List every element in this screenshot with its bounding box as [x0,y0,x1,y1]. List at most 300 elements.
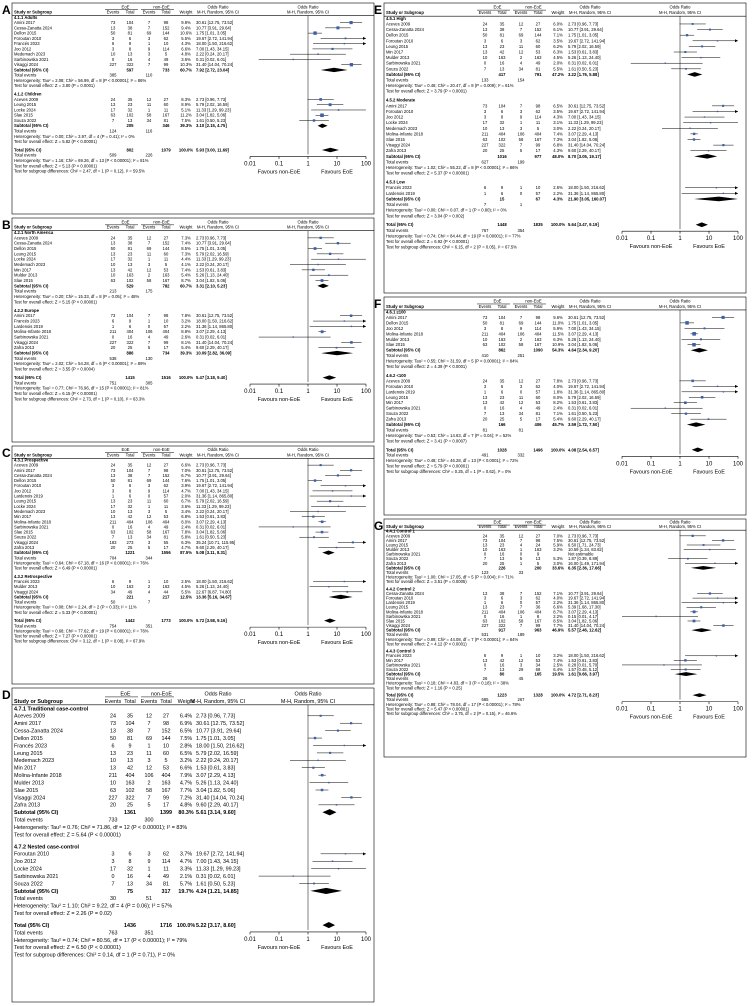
total-events-label: Total events [386,202,409,208]
subheader-events: Events [104,698,122,705]
study-name: Foroutan 2010 [14,851,50,858]
study-name: Souza 2022 [386,411,409,417]
non-eoe-events: 4 [147,873,151,880]
study-point [314,479,316,481]
study-ci: 18.00 [1.50, 216.62] [568,185,606,191]
total-events-non-eoe: 81 [518,427,524,433]
study-ci: 2.22 [0.24, 20.17] [196,758,238,765]
eoe-total: 322 [126,62,134,68]
overall-stat: Test for subgroup differences: Chi² = 3.12, df = 1 (P = 0.08), I² = 67.9% [14,638,145,644]
forest-panel-g [374,519,746,757]
overall-stat: Test for overall effect: Z = 5.13 (P < 0.00001) [14,163,97,169]
eoe-total: 6 [500,190,504,196]
total-events-non-eoe: 351 [144,930,154,937]
subgroup-stat: Heterogeneity: Tau² = 0.53; Chi² = 14.63, df = 7 (P = 0.04); I² = 52% [386,433,512,439]
subgroup-stat: Heterogeneity: Tau² = 0.00; Chi² = 0.07, df = 1 (P = 0.80); I² = 0% [386,207,507,213]
eoe-events: 17 [110,107,116,113]
study-point [345,38,347,40]
total-diamond [696,222,708,227]
subtotal-weight: 45.7% [552,422,564,428]
total-events-eoe: 50 [110,599,116,605]
study-point [320,464,322,466]
study-point [717,111,718,112]
eoe-total: 25 [127,802,133,809]
eoe-total: 9 [128,318,132,324]
eoe-total: 32 [127,866,133,873]
header-odds-ratio-plot: Odds Ratio [294,691,322,698]
subtotal-non-eoe-total: 346 [162,123,170,129]
eoe-events: 3 [483,325,487,331]
total-events-eoe: 509 [109,152,117,158]
subheader-ci-plot: M-H, Random, 95% CI [658,524,702,530]
study-name: Mulder 2013 [14,780,44,787]
study-weight: 7.5% [553,537,563,543]
total-events-label: Total events [386,353,409,359]
study-weight: 11.2% [180,112,192,118]
study-name: Slae 2015 [14,787,39,794]
subgroup-stat: Test for overall effect: Z = 4.12 (P < 0.0001) [386,641,467,647]
study-weight: 5.4% [181,345,191,351]
study-name: Sarbinowska 2021 [386,662,421,668]
eoe-total: 23 [499,394,505,400]
panel-frame [384,297,746,515]
study-point [663,664,664,665]
eoe-events: 0 [483,551,487,557]
non-eoe-total: 49 [535,405,541,411]
eoe-events: 17 [110,256,116,262]
subtotal-eoe-total: 529 [126,283,134,289]
non-eoe-total: 404 [534,331,542,337]
non-eoe-total: 163 [534,55,542,61]
study-weight: 9.6% [553,314,563,320]
study-weight: 5.1% [181,107,191,113]
total-events-non-eoe: 116 [145,128,153,134]
non-eoe-events: 3 [519,595,523,601]
subtotal-diamond [322,809,336,815]
study-name: Molina-Infante 2018 [386,609,424,615]
total-events-label: Total events [14,896,43,903]
subtotal-eoe-total: 15 [499,196,505,202]
eoe-total: 6 [500,389,504,395]
non-eoe-events: 3 [519,125,523,131]
eoe-events: 50 [482,32,488,38]
study-ci: 9.60 [2.29, 40.17] [568,148,601,154]
subgroup-stat: Heterogeneity: Tau² = 0.55; Chi² = 31.59, df = 5 (P < 0.00001); I² = 84% [386,358,519,364]
subtotal-eoe-total: 1016 [497,153,507,159]
non-eoe-total: 167 [534,618,542,624]
total-events-eoe: 763 [108,930,118,937]
study-point [692,23,694,25]
study-ci: 3.04 [1.82, 5.06] [196,112,227,118]
non-eoe-total: 27 [163,462,169,468]
study-name: Leung 2015 [14,102,37,108]
study-ci: 19.67 [2.72, 141.94] [568,38,606,44]
ci-arrow [735,385,738,388]
study-ci: 3.07 [2.29, 4.13] [196,519,227,525]
study-point [722,105,724,107]
eoe-total: 404 [498,131,506,137]
non-eoe-events: 69 [146,30,152,36]
study-ci: 10.59 [1.34, 83.62] [568,547,603,553]
total-events-label: Total events [386,632,409,638]
study-ci: 30.61 [12.75, 73.52] [196,313,234,319]
study-weight: 7.4% [553,657,563,663]
subtotal-weight: 60.7% [180,67,192,73]
subtotal-eoe-total: 1221 [125,550,135,556]
study-weight: 5.9% [553,542,563,548]
subtotal-eoe-total: 80 [499,671,505,677]
eoe-total: 16 [127,524,133,530]
study-weight: 6.5% [179,750,193,757]
overall-stat: Heterogeneity: Tau² = 0.48; Chi² = 46.28, df = 13 (P < 0.0001); I² = 72% [386,458,519,464]
study-weight: 6.3% [553,336,563,342]
study-ci: 10.77 [3.91, 29.64] [196,472,231,478]
non-eoe-events: 12 [146,267,152,273]
eoe-events: 7 [483,66,487,72]
subtotal-label: Subtotal (95% CI) [386,565,421,571]
non-eoe-total: 167 [534,136,542,142]
study-name: Min 2017 [386,400,404,406]
non-eoe-events: 5 [147,545,151,550]
study-name: Leung 2015 [14,251,37,257]
panel-label: B [2,218,11,232]
eoe-total: 9 [500,653,504,659]
eoe-events: 20 [482,560,488,566]
study-point [344,745,345,746]
eoe-total: 13 [499,411,505,417]
study-point [723,193,724,194]
subgroup-stat: Test for overall effect: Z = 5.33 (P < 0.00001) [14,609,97,615]
study-weight: 3.5% [553,108,563,114]
eoe-events: 10 [482,336,488,342]
study-weight: 3.7% [179,851,193,858]
non-eoe-total: 62 [535,383,541,389]
study-point [684,51,686,53]
study-point [338,109,340,111]
eoe-events: 1 [483,190,487,196]
forest-panel-f [374,297,746,515]
eoe-events: 7 [483,666,487,672]
study-name: Zafra 2013 [386,148,407,154]
eoe-events: 6 [111,743,115,750]
non-eoe-total: 152 [534,590,542,596]
study-point [693,610,696,613]
eoe-events: 227 [481,142,489,148]
subtotal-diamond [694,197,738,202]
non-eoe-total: 152 [162,25,170,31]
subtotal-diamond [675,672,698,676]
non-eoe-total: 81 [535,66,541,72]
study-ci: 0.31 [0.02, 6.01] [196,334,227,340]
study-point [338,506,339,507]
subheader-events: Events [478,524,492,530]
total-events-non-eoe: 251 [517,353,525,359]
study-ci: 5.79 [2.02, 16.59] [568,394,601,400]
study-weight: 6.6% [179,765,193,772]
overall-stat: Heterogeneity: Tau² = 1.16; Chi² = 69.26, df = 13 (P < 0.00001); I² = 81% [14,157,149,163]
total-events-label: Total events [386,77,409,83]
subtotal-diamond [329,595,353,599]
eoe-total: 35 [127,96,133,102]
study-ci: 3.07 [2.29, 4.13] [568,331,599,337]
non-eoe-total: 163 [162,272,170,278]
study-weight: 7.1% [553,32,563,38]
non-eoe-total: 36 [535,604,541,610]
study-ci: 5.79 [2.02, 16.59] [196,498,229,504]
total-events-non-eoe: 267 [517,697,525,703]
study-weight: 2.5% [553,662,563,668]
subgroup-stat: Test for overall effect: Z = 1.16 (P = 0.25) [386,685,462,691]
eoe-events: 24 [482,533,488,539]
eoe-events: 227 [481,623,489,629]
study-ci: 10.77 [3.91, 29.64] [196,25,231,31]
non-eoe-events: 5 [147,802,151,809]
study-name: Foroutan 2010 [386,108,414,114]
total-events-label: Total events [386,697,409,703]
subtotal-diamond [321,351,353,355]
study-weight: 4.8% [179,802,193,809]
non-eoe-events: 58 [146,787,152,794]
header-odds-ratio: Odds Ratio [207,4,229,10]
study-weight: 6.5% [553,103,563,109]
total-events-non-eoe: 33 [518,569,524,575]
non-eoe-total: 60 [535,43,541,49]
study-name: Souza 2022 [14,881,43,888]
study-weight: 6.7% [181,498,191,504]
eoe-events: 13 [482,49,488,55]
study-ci: 16.00 [1.49, 171.94] [568,560,606,566]
header-eoe: EoE [121,447,130,453]
subheader-events: Events [142,224,156,230]
eoe-events: 211 [109,519,117,525]
eoe-total: 16 [499,613,505,619]
subtotal-weight: 48.0% [552,153,564,159]
study-ci: 31.40 [14.04, 70.24] [196,62,234,68]
study-ci: 18.00 [1.50, 216.62] [196,578,234,584]
study-weight: 7.4% [553,131,563,137]
total-non-eoe-total: 1496 [533,447,543,453]
subgroup-stat: Heterogeneity: Tau² = 0.18; Chi² = 4.83, df = 3 (P = 0.18); I² = 38% [386,680,509,686]
eoe-events: 0 [483,613,487,619]
header-eoe: EoE [493,4,502,10]
eoe-total: 9 [128,578,132,584]
study-ci: 30.61 [12.75, 73.52] [196,721,244,728]
subheader-ci: M-H, Random, 95% CI [568,524,612,530]
subtotal-label: Subtotal (95% CI) [386,196,421,202]
non-eoe-events: 12 [518,657,524,663]
subgroup-label: 4.6.1 ≥100 [386,309,406,315]
x-tick-label: 0.01 [244,936,256,943]
study-ci: 1.75 [1.01, 3.05] [196,246,227,251]
subheader-ci-plot: M-H, Random, 95% CI [286,452,330,458]
non-eoe-events: 1 [519,653,523,659]
total-events-eoe: 767 [481,227,489,233]
eoe-events: 1 [111,493,115,499]
eoe-events: 20 [110,345,116,351]
eoe-events: 13 [110,750,116,757]
total-events-eoe: 124 [109,128,117,134]
total-label: Total (95% CI) [14,147,42,153]
non-eoe-total: 17 [163,545,169,550]
study-point [328,586,329,587]
subtotal-label: Subtotal (95% CI) [386,71,421,77]
total-eoe-total: 1223 [497,692,507,698]
study-ci: 3.04 [1.82, 5.06] [196,278,227,283]
study-ci: 5.26 [1.13, 24.40] [196,780,238,787]
study-ci: 10.77 [3.91, 29.64] [196,728,241,735]
total-eoe-total: 1436 [124,922,136,929]
study-point [708,150,709,151]
study-point [336,26,339,29]
non-eoe-total: 81 [535,411,541,417]
subtotal-ci: 13.36 [5.16, 34.67] [196,594,232,600]
non-eoe-total: 152 [162,472,170,478]
eoe-total: 42 [127,267,133,273]
eoe-total: 35 [499,21,505,27]
subgroup-stat: Heterogeneity: Tau² = 0.89; Chi² = 44.08, df = 7 (P < 0.00001); I² = 84% [386,636,519,642]
study-point [293,526,294,527]
subtotal-label: Subtotal (95% CI) [386,347,421,353]
eoe-total: 23 [499,542,505,548]
non-eoe-total: 24 [535,542,541,548]
overall-stat: Heterogeneity: Tau² = 0.74; Chi² = 84.44, df = 19 (P < 0.00001); I² = 77% [386,233,521,239]
eoe-events: 3 [483,38,487,44]
eoe-events: 3 [111,46,115,52]
study-ci: 31.36 [1.14, 865.80] [196,493,234,499]
x-tick-label: 1 [306,632,310,639]
non-eoe-events: 34 [146,534,152,540]
total-label: Total (95% CI) [14,375,42,381]
non-eoe-events: 7 [147,721,151,728]
non-eoe-total: 11 [163,503,169,509]
eoe-events: 10 [110,272,116,278]
ci-arrow [735,39,738,42]
total-events-non-eoe: 189 [517,632,525,638]
study-point [346,591,348,593]
eoe-total: 42 [499,400,505,406]
ci-arrow [735,186,738,189]
subtotal-weight: 87.5% [180,550,192,556]
total-events-eoe: 627 [481,159,489,165]
subtotal-label: Subtotal (95% CI) [14,810,59,817]
subtotal-diamond [317,284,328,288]
study-point [350,21,353,24]
eoe-total: 102 [498,136,506,142]
study-name: Lardenois 2019 [386,389,415,395]
eoe-total: 16 [499,551,505,557]
study-weight: 3.5% [553,38,563,44]
header-odds-ratio-plot: Odds Ratio [669,4,691,10]
study-weight: 5.9% [553,325,563,331]
non-eoe-total: 5 [164,758,168,765]
eoe-events: 3 [111,851,115,858]
study-name: Aceves 2009 [386,533,411,539]
non-eoe-total: 10 [163,318,169,324]
study-name: Dellon 2015 [386,32,409,38]
non-eoe-total: 11 [535,120,541,126]
study-ci: 2.22 [0.24, 20.17] [196,51,229,57]
total-events-eoe: 733 [108,817,118,824]
study-weight: 7.4% [181,240,191,246]
non-eoe-events: 7 [147,240,151,246]
subheader-ci-plot: M-H, Random, 95% CI [280,698,336,705]
study-weight: 2.2% [553,613,563,619]
eoe-events: 6 [483,653,487,659]
non-eoe-total: 49 [163,56,169,62]
study-weight: 2.2% [181,323,191,329]
study-name: Souza 2022 [386,666,409,672]
header-eoe: EoE [493,298,502,304]
total-diamond [693,693,707,697]
x-tick-label: 10 [333,936,341,943]
study-weight: 8.0% [181,519,191,525]
study-point [329,500,331,502]
x-tick-label: 10 [333,632,341,639]
study-name: Leung 2015 [386,604,409,610]
study-ci: 3.07 [2.29, 4.13] [196,773,235,780]
subgroup-stat: Heterogeneity: Tau² = 1.00; Chi² = 17.05, df = 5 (P = 0.004); I² = 71% [386,574,514,580]
study-weight: 2.2% [553,600,563,606]
non-eoe-total: 98 [163,721,169,728]
eoe-events: 13 [110,472,116,478]
x-tick-label: 10 [705,461,713,468]
x-tick-label: 0.1 [646,461,656,468]
non-eoe-events: 106 [517,609,525,615]
eoe-total: 81 [499,32,505,38]
x-tick-label: 1 [678,236,682,243]
study-weight: 4.4% [181,256,191,262]
study-ci: 1.61 [0.50, 5.23] [196,881,235,888]
favours-left-label: Favours non-EoE [629,244,673,251]
forest-panel-e [374,3,746,293]
total-events-label: Total events [14,380,37,386]
study-point [321,330,324,333]
overall-stat: Test for overall effect: Z = 5.79 (P < 0.00001) [386,463,469,469]
subtotal-ci: 3.22 [1.76, 5.88] [568,71,599,77]
eoe-total: 6 [500,600,504,606]
non-eoe-events: 9 [519,325,523,331]
study-weight: 3.2% [181,318,191,324]
subheader-events: Events [106,452,120,458]
study-ci: 10.77 [3.91, 29.64] [568,590,603,596]
non-eoe-events: 12 [146,96,152,102]
study-ci: 9.60 [2.29, 40.17] [196,802,238,809]
study-point [332,490,334,492]
non-eoe-total: 167 [162,112,170,118]
total-ci: 5.22 [3.17, 8.60] [196,922,236,929]
non-eoe-total: 163 [162,584,170,590]
non-eoe-total: 53 [535,49,541,55]
subtotal-weight: 46.9% [552,627,564,633]
study-ci: 18.00 [1.50, 216.62] [196,318,234,324]
total-non-eoe-total: 1835 [533,222,543,228]
eoe-events: 183 [109,539,117,545]
study-name: Cessa-Zanatta 2024 [386,590,424,596]
study-weight: 3.1% [553,120,563,126]
non-eoe-total: 5 [164,51,168,57]
non-eoe-events: 69 [146,735,152,742]
study-name: Visaggi 2024 [386,623,411,629]
study-name: Mulder 2013 [386,55,410,61]
eoe-total: 6 [500,38,504,44]
subheader-total: Total [124,698,136,705]
non-eoe-events: 7 [147,20,151,26]
subheader-events: Events [142,9,156,15]
subgroup-stat: Heterogeneity: Tau² = 0.46; Chi² = 20.47, df = 8 (P = 0.009); I² = 61% [386,83,514,89]
subheader-total: Total [533,524,543,530]
subtotal-eoe-total: 917 [498,627,506,633]
study-ci: 5.26 [1.13, 24.40] [196,584,229,590]
